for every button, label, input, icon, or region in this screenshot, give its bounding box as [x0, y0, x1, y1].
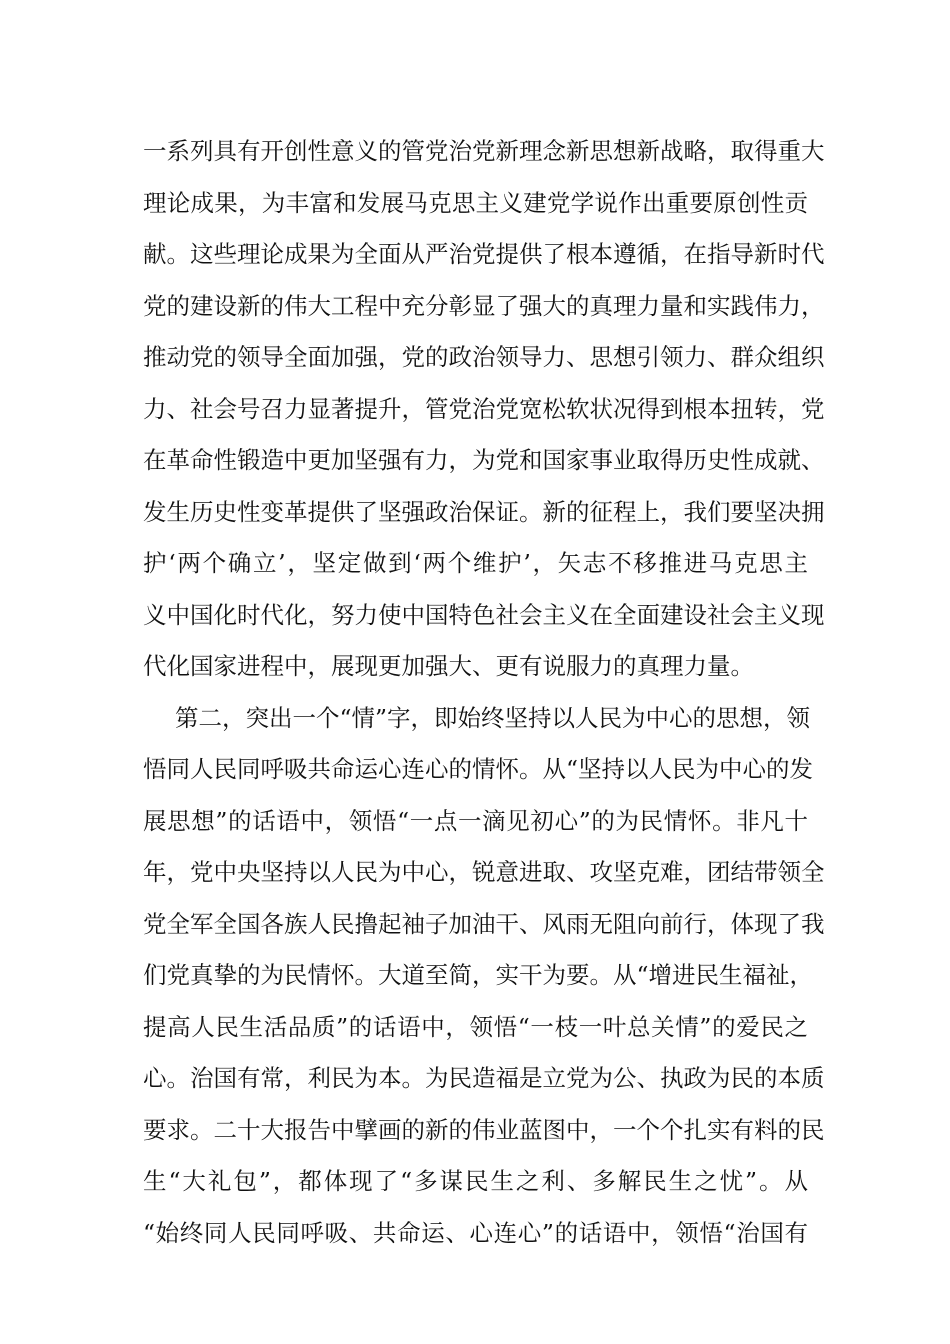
text-line: 要求。二十大报告中擘画的新的伟业蓝图中，一个个扎实有料的民	[143, 1115, 825, 1144]
text-line: 献。这些理论成果为全面从严治党提供了根本遵循，在指导新时代	[143, 240, 825, 268]
text-line: 展思想”的话语中，领悟“一点一滴见初心”的为民情怀。非凡十	[143, 806, 808, 835]
text-line: 悟同人民同呼吸共命运心连心的情怀。从“坚持以人民为中心的发	[143, 755, 814, 783]
text-line: 心。治国有常，利民为本。为民造福是立党为公、执政为民的本质	[143, 1064, 825, 1092]
text-line: 力、社会号召力显著提升，管党治党宽松软状况得到根本扭转，党	[143, 394, 825, 423]
text-line: 理论成果，为丰富和发展马克思主义建党学说作出重要原创性贡	[143, 188, 808, 217]
text-line: 推动党的领导全面加强，党的政治领导力、思想引领力、群众组织	[143, 343, 825, 371]
text-line: 生“大礼包”，都体现了“多谋民生之利、多解民生之忧”。从	[143, 1167, 808, 1195]
body-text	[143, 126, 825, 1259]
text-line: 党的建设新的伟大工程中充分彰显了强大的真理力量和实践伟力，	[143, 291, 825, 320]
paragraph-end-line: 代化国家进程中，展现更加强大、更有说服力的真理力量。	[143, 652, 754, 680]
text-line: 义中国化时代化，努力使中国特色社会主义在全面建设社会主义现	[143, 600, 825, 629]
text-line: 提高人民生活品质”的话语中，领悟“一枝一叶总关情”的爱民之	[143, 1012, 808, 1041]
text-line: 一系列具有开创性意义的管党治党新理念新思想新战略，取得重大	[143, 137, 825, 165]
text-line: 发生历史性变革提供了坚强政治保证。新的征程上，我们要坚决拥	[143, 497, 825, 526]
text-line: “始终同人民同呼吸、共命运、心连心”的话语中，领悟“治国有	[143, 1218, 808, 1247]
paragraph-start-line: 第二，突出一个“情”字，即始终坚持以人民为中心的思想，领	[175, 703, 811, 732]
text-line: 们党真挚的为民情怀。大道至简，实干为要。从“增进民生福祉，	[143, 961, 814, 989]
text-line: 护‘两个确立’，坚定做到‘两个维护’，矢志不移推进马克思主	[143, 549, 808, 577]
text-line: 在革命性锻造中更加坚强有力，为党和国家事业取得历史性成就、	[143, 446, 825, 474]
text-line: 年，党中央坚持以人民为中心，锐意进取、攻坚克难，团结带领全	[143, 858, 825, 886]
text-line: 党全军全国各族人民撸起袖子加油干、风雨无阻向前行，体现了我	[143, 909, 825, 938]
